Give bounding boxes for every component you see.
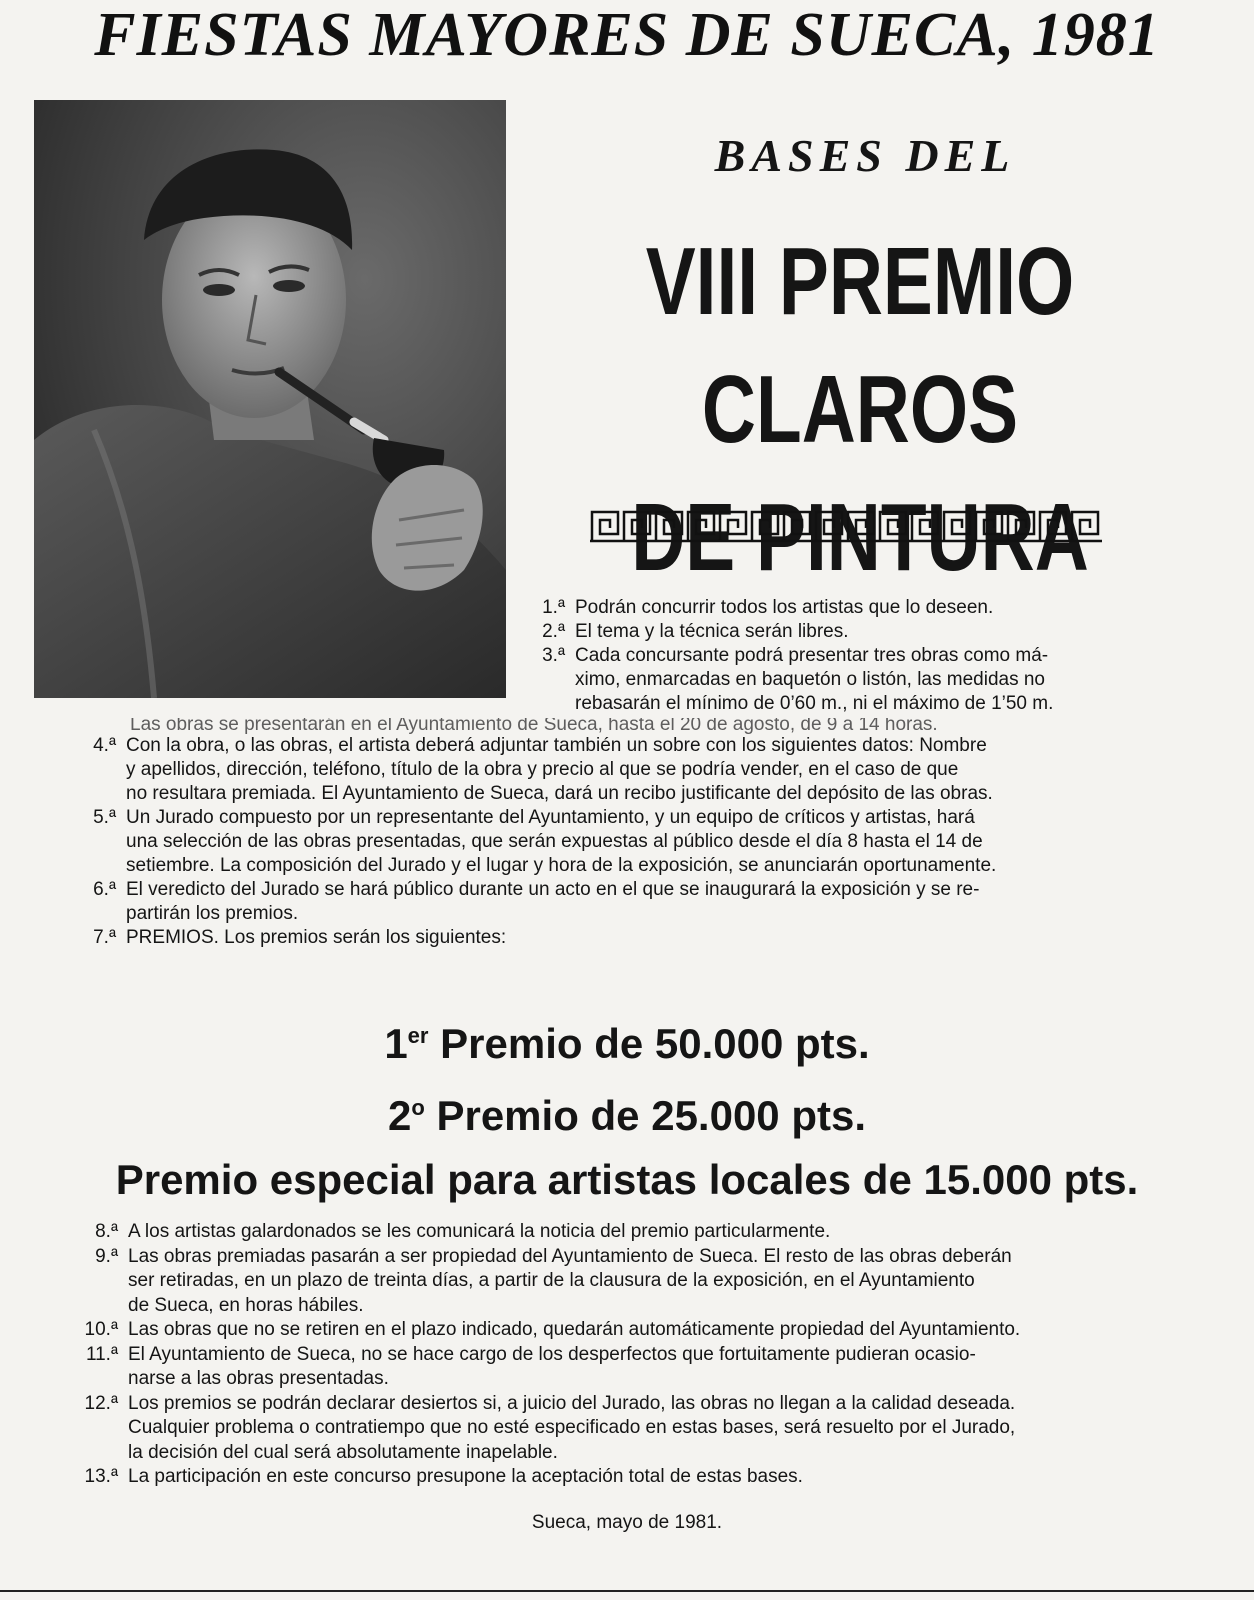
rule-number: 11.ª [85, 1343, 118, 1365]
rule-line: la decisión del cual será absolutamente inapelable. [128, 1441, 558, 1463]
rule-number: 10.ª [84, 1319, 118, 1340]
prize-amount: Premio de 50.000 pts. [440, 1020, 870, 1067]
rule-number: 6.ª [93, 879, 116, 900]
rule-line: Cualquier problema o contratiempo que no esté especificado en estas bases, será resuelto por el Jurado, [128, 1417, 1016, 1438]
rule-line: Las obras que no se retiren en el plazo indicado, quedarán automáticamente propiedad del Ayuntamiento. [128, 1319, 1021, 1340]
prize-title-line2: DE PINTURA [631, 484, 1089, 591]
rule-line: setiembre. La composición del Jurado y el lugar y hora de la exposición, se anunciarán oportunamente. [126, 855, 997, 876]
rule-line: partirán los premios. [126, 903, 299, 924]
rule-text [128, 1343, 1192, 1392]
prize-title [579, 218, 1141, 602]
rule-line: no resultara premiada. El Ayuntamiento de Sueca, dará un recibo justificante del depósito de las obras. [126, 783, 993, 804]
second-prize [0, 1076, 1254, 1148]
rule-text [128, 1392, 1192, 1466]
greek-key-unit [1008, 512, 1034, 540]
rule-number: 8.ª [95, 1221, 118, 1242]
greek-key-unit [816, 512, 842, 540]
rule-number: 2.ª [542, 621, 565, 642]
rule-1 [515, 596, 1235, 620]
rule-text [575, 596, 1235, 620]
greek-key-ornament [590, 508, 1102, 544]
rule-5 [70, 806, 1190, 878]
rule-line: El tema y la técnica serán libres. [575, 621, 849, 642]
greek-key-unit [688, 512, 714, 540]
greek-key-unit [656, 512, 682, 540]
greek-key-unit [848, 512, 874, 540]
greek-key-unit [720, 512, 746, 540]
portrait-photo [34, 100, 506, 698]
rule-line: El Ayuntamiento de Sueca, no se hace cargo de los desperfectos que fortuitamente pudieran ocasio- [128, 1343, 976, 1365]
rule-number: 3.ª [542, 645, 565, 666]
rule-line: Cada concursante podrá presentar tres obras como má- [575, 645, 1049, 666]
rule-line: Los premios se podrán declarar desiertos si, a juicio del Jurado, las obras no llegan a la calidad deseada. [128, 1392, 1016, 1414]
special-prize: Premio especial para artistas locales de 15.000 pts. [115, 1156, 1139, 1203]
rule-3 [515, 644, 1235, 716]
greek-key-unit [944, 512, 970, 540]
prize-list [0, 1004, 1254, 1212]
rule-13 [72, 1465, 1192, 1490]
portrait-illustration [34, 100, 506, 698]
rule-line: Con la obra, o las obras, el artista deberá adjuntar también un sobre con los siguientes datos: Nombre [126, 735, 987, 756]
rule-number: 7.ª [93, 927, 116, 948]
page-edge-line [0, 1590, 1254, 1592]
rule-line: A los artistas galardonados se les comunicará la noticia del premio particularmente. [128, 1221, 831, 1242]
rule-text [128, 1318, 1192, 1343]
prize-amount: Premio de 25.000 pts. [436, 1092, 867, 1139]
poster-title: FIESTAS MAYORES DE SUECA, 1981 [94, 1, 1160, 69]
greek-key-unit [592, 512, 618, 540]
greek-key-unit [784, 512, 810, 540]
rule-line: Podrán concurrir todos los artistas que lo deseen. [575, 597, 994, 618]
subhead: BASES DEL [714, 130, 1016, 181]
rule-text [128, 1220, 1192, 1245]
ordinal-suffix: er [407, 1023, 429, 1048]
rule-line: ser retiradas, en un plazo de treinta días, a partir de la clausura de la exposición, en el Ayuntamiento [128, 1270, 975, 1291]
signoff-date: Sueca, mayo de 1981. [531, 1512, 723, 1533]
rule-line: ximo, enmarcadas en baquetón o listón, las medidas no [575, 669, 1045, 690]
greek-key-unit [912, 512, 938, 540]
rules-top [515, 596, 1235, 716]
rule-text [126, 926, 1190, 950]
greek-key-unit [976, 512, 1002, 540]
rule-text [126, 734, 1190, 806]
rules-mid [70, 718, 1190, 950]
greek-key-unit [752, 512, 778, 540]
rule-6 [70, 878, 1190, 926]
rule-text [575, 644, 1235, 716]
rule-line: PREMIOS. Los premios serán los siguientes: [126, 927, 507, 948]
rule-12 [72, 1392, 1192, 1466]
rule-line: narse a las obras presentadas. [128, 1368, 389, 1389]
prize-ordinal: 2 [387, 1092, 412, 1139]
rule-line: y apellidos, dirección, teléfono, título de la obra y precio al que se podría vender, en el caso de que [126, 759, 959, 780]
cut-off-line: Las obras se presentarán en el Ayuntamiento de Sueca, hasta el 20 de agosto, de 9 a 14 horas. [130, 718, 938, 734]
rule-9 [72, 1245, 1192, 1319]
rule-number: 5.ª [93, 807, 116, 828]
rule-text [126, 806, 1190, 878]
rule-number: 1.ª [542, 597, 565, 618]
greek-key-unit [1072, 512, 1098, 540]
rule-line: rebasarán el mínimo de 0’60 m., ni el máximo de 1’50 m. [575, 693, 1054, 714]
rule-text [128, 1245, 1192, 1319]
rule-10 [72, 1318, 1192, 1343]
rule-number: 4.ª [93, 735, 116, 756]
rule-number: 12.ª [84, 1392, 118, 1414]
rule-8 [72, 1220, 1192, 1245]
greek-key-unit [880, 512, 906, 540]
rule-11 [72, 1343, 1192, 1392]
rule-line: La participación en este concurso presupone la aceptación total de estas bases. [128, 1466, 803, 1487]
rule-text [126, 878, 1190, 926]
ordinal-suffix: o [411, 1095, 425, 1120]
rules-bottom [72, 1220, 1192, 1490]
rule-text [128, 1465, 1192, 1490]
rule-number: 13.ª [84, 1466, 118, 1487]
rule-line: El veredicto del Jurado se hará público durante un acto en el que se inaugurará la exposición y se re- [126, 879, 980, 900]
rule-text [575, 620, 1235, 644]
rule-4 [70, 734, 1190, 806]
rule-number: 9.ª [95, 1245, 118, 1267]
first-prize [0, 1004, 1254, 1076]
prize-ordinal: 1 [384, 1020, 408, 1067]
greek-key-unit [1040, 512, 1066, 540]
rule-line: Un Jurado compuesto por un representante del Ayuntamiento, y un equipo de críticos y artistas, hará [126, 807, 975, 828]
rule-2 [515, 620, 1235, 644]
rule-7 [70, 926, 1190, 950]
rule-line: Las obras premiadas pasarán a ser propiedad del Ayuntamiento de Sueca. El resto de las obras deberán [128, 1245, 1012, 1267]
rule-line: de Sueca, en horas hábiles. [128, 1294, 364, 1316]
rule-line: una selección de las obras presentadas, que serán expuestas al público desde el día 8 hasta el 14 de [126, 831, 983, 852]
prize-title-line1: VIII PREMIO CLAROS [645, 228, 1075, 463]
greek-key-unit [624, 512, 650, 540]
